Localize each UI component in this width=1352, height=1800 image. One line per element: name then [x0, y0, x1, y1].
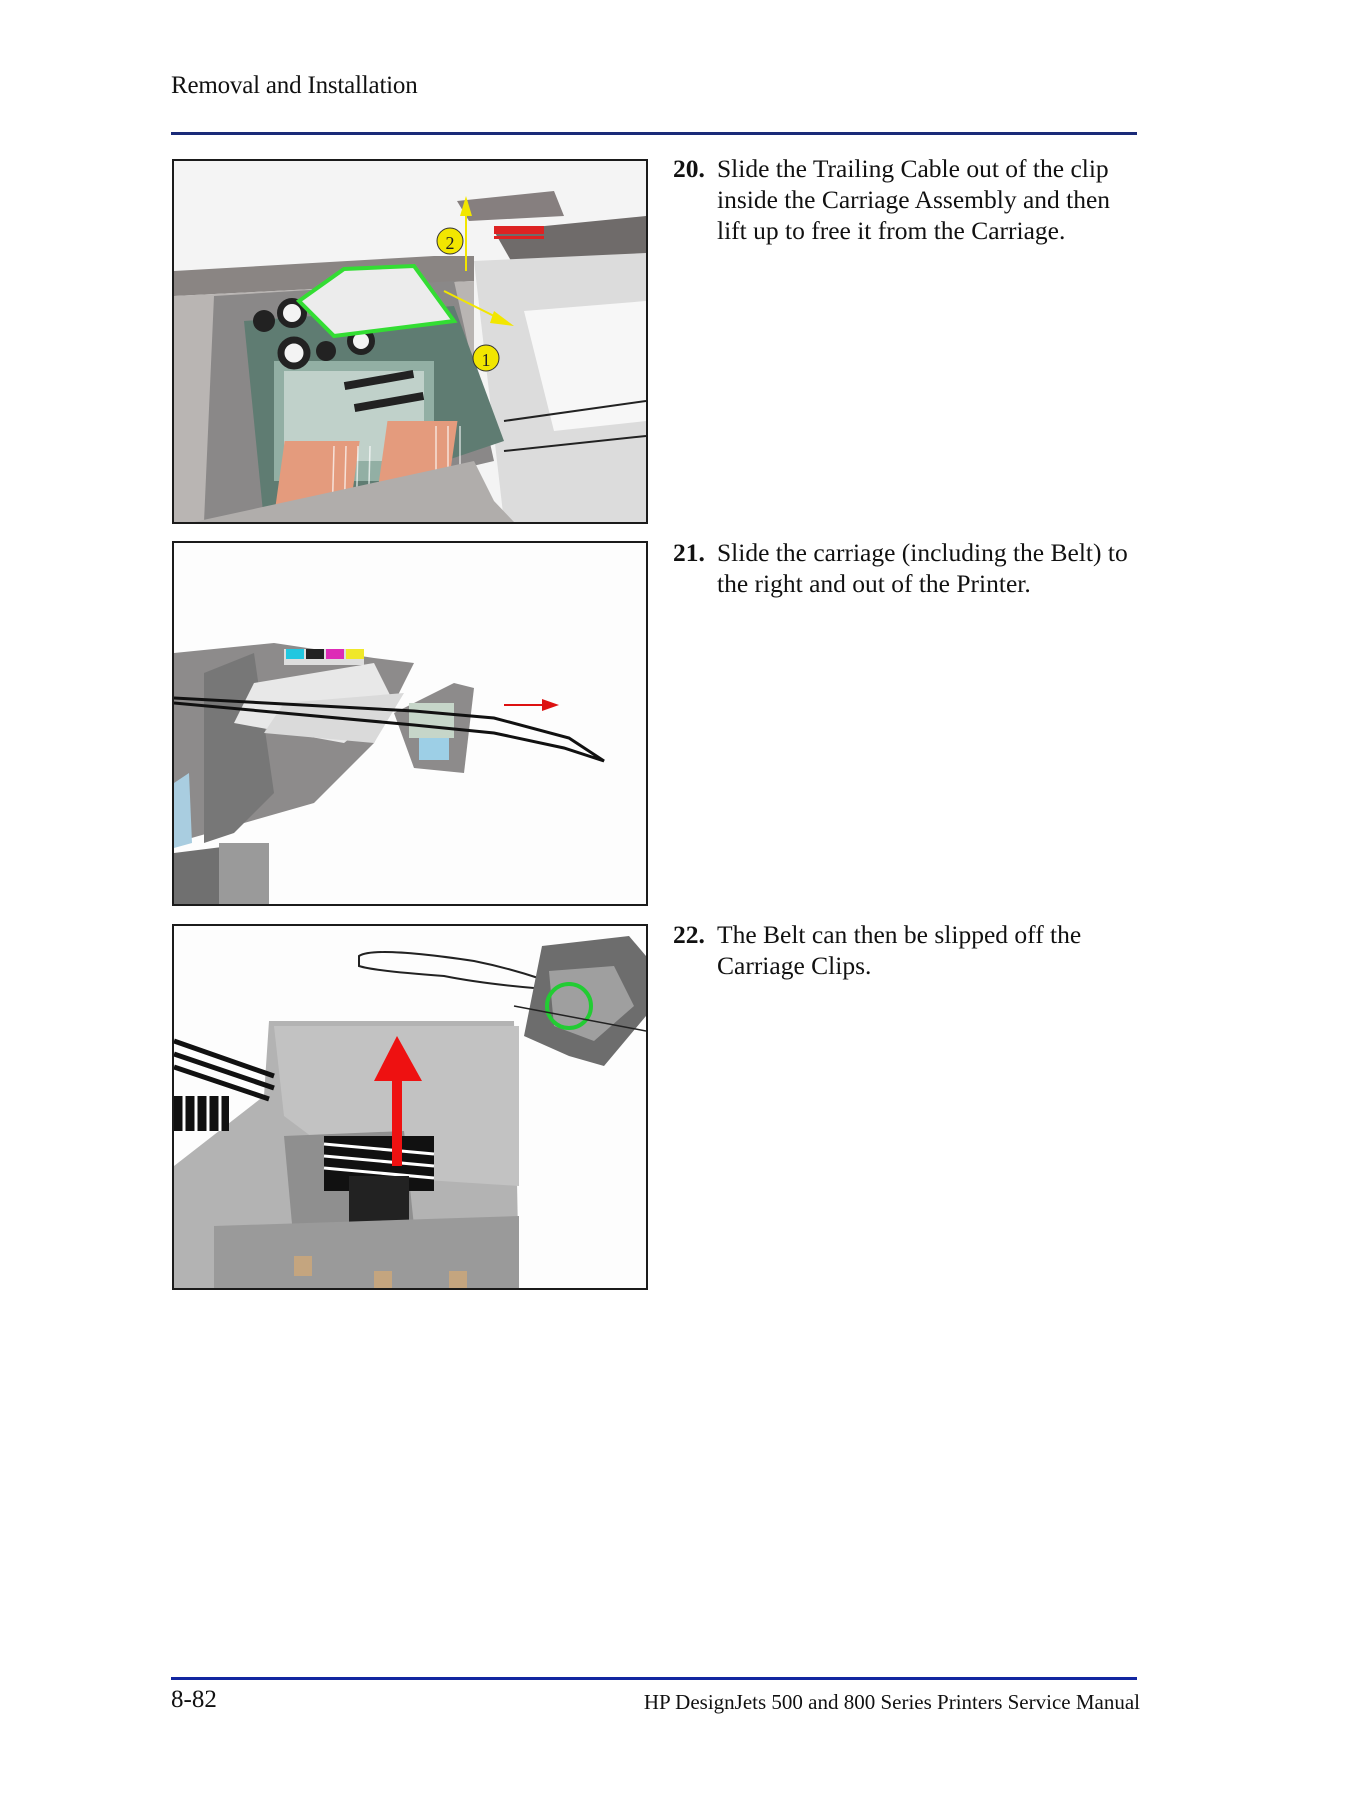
- step-text: Slide the carriage (including the Belt) to the right and out of the Printer.: [717, 538, 1128, 598]
- step-22: [673, 919, 1143, 981]
- figure-step-20: [172, 159, 648, 524]
- step-number: 22.: [673, 920, 705, 949]
- manual-title: HP DesignJets 500 and 800 Series Printers Service Manual: [643, 1690, 1140, 1714]
- figure-step-22: [172, 924, 648, 1290]
- callout-2: 2: [445, 233, 455, 253]
- step-text: Slide the Trailing Cable out of the clip inside the Carriage Assembly and then lift up to free it from the Carriage.: [717, 154, 1111, 245]
- footer-rule: [171, 1677, 1137, 1680]
- carriage-pca-illustration: [174, 161, 646, 522]
- figure-step-21: [172, 541, 648, 906]
- header-rule: [171, 132, 1137, 135]
- section-title: Removal and Installation: [171, 72, 418, 99]
- page-number: 8-82: [171, 1686, 217, 1713]
- step-21: [673, 537, 1143, 599]
- carriage-removal-illustration: [174, 543, 646, 904]
- belt-clip-illustration: [174, 926, 646, 1288]
- step-number: 20.: [673, 154, 705, 183]
- step-20: [673, 153, 1143, 246]
- step-text: The Belt can then be slipped off the Carriage Clips.: [717, 920, 1082, 980]
- callout-1: 1: [481, 350, 491, 370]
- step-number: 21.: [673, 538, 705, 567]
